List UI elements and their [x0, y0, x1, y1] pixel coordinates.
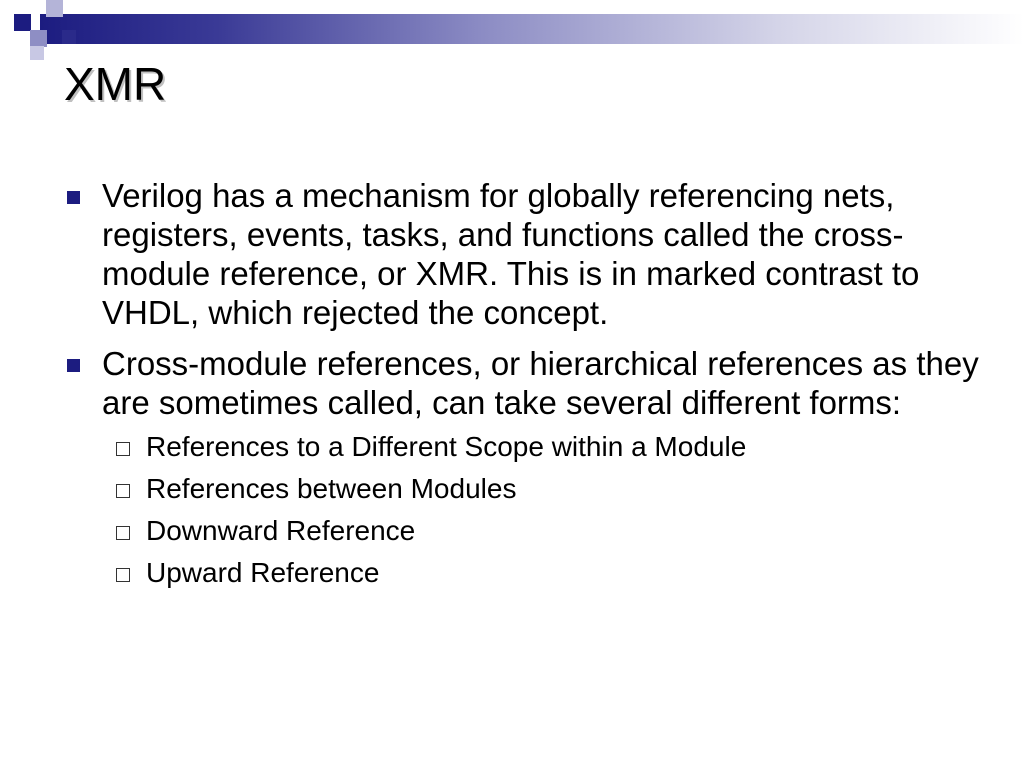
- decorative-square: [30, 30, 47, 47]
- bullet-item: [64, 176, 984, 332]
- bullet-text: Cross-module references, or hierarchical references as they are sometimes called, can take several different forms:: [102, 345, 979, 421]
- sub-bullet-item: [114, 472, 984, 505]
- sub-bullet-text: Upward Reference: [146, 557, 380, 588]
- slide-body: [64, 176, 984, 598]
- filled-square-icon: [64, 344, 102, 383]
- hollow-square-icon: [114, 556, 146, 589]
- decorative-square: [62, 30, 76, 44]
- hollow-square-icon: [114, 472, 146, 505]
- sub-bullet-item: [114, 514, 984, 547]
- bullet-text: Verilog has a mechanism for globally referencing nets, registers, events, tasks, and functions called the cross-module reference, or XMR. This is in marked contrast to VHDL, which rejected the concept.: [102, 177, 920, 331]
- sub-bullet-text: Downward Reference: [146, 515, 416, 546]
- title-bar-gradient: [40, 14, 1024, 44]
- decorative-square: [14, 14, 31, 31]
- slide-title: XMR: [64, 58, 167, 110]
- sub-bullet-list: [114, 430, 984, 589]
- decorative-square: [46, 0, 63, 17]
- filled-square-icon: [64, 176, 102, 215]
- sub-bullet-item: [114, 430, 984, 463]
- hollow-square-icon: [114, 514, 146, 547]
- bullet-item: [64, 344, 984, 422]
- decorative-square: [30, 46, 44, 60]
- sub-bullet-text: References between Modules: [146, 473, 517, 504]
- hollow-square-icon: [114, 430, 146, 463]
- sub-bullet-text: References to a Different Scope within a Module: [146, 431, 747, 462]
- sub-bullet-item: [114, 556, 984, 589]
